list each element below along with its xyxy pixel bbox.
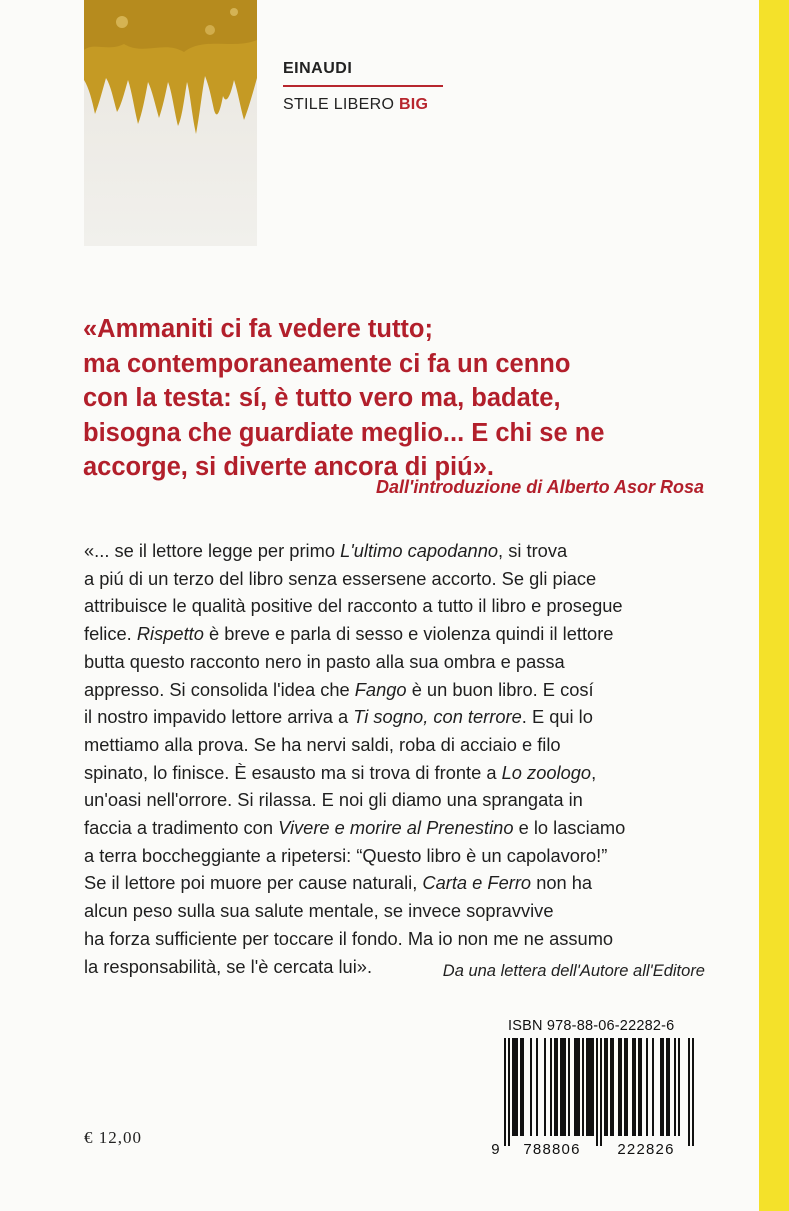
barcode-bar — [554, 1038, 556, 1136]
barcode-bar — [508, 1038, 510, 1146]
barcode-bar — [646, 1038, 648, 1136]
barcode-bar — [652, 1038, 654, 1136]
barcode-bar — [512, 1038, 514, 1136]
barcode-bar — [536, 1038, 538, 1136]
excerpt-line — [84, 842, 704, 870]
excerpt-text: a terra boccheggiante a ripetersi: “Questo libro è un capolavoro!” — [84, 844, 608, 866]
barcode-bar — [544, 1038, 546, 1136]
excerpt-text: a piú di un terzo del libro senza essersene accorto. Se gli piace — [84, 567, 597, 589]
barcode-bar — [574, 1038, 576, 1136]
quote-line: bisogna che guardiate meglio... E chi se ne — [83, 418, 605, 447]
book-title-italic: L'ultimo capodanno — [340, 540, 499, 561]
excerpt-text: faccia a tradimento con — [84, 817, 279, 839]
barcode-bar — [520, 1038, 522, 1136]
excerpt-line — [84, 869, 704, 897]
barcode-bar — [504, 1038, 506, 1146]
brand-divider — [283, 85, 443, 87]
excerpt-text: , si trova — [498, 540, 568, 561]
barcode-bar — [586, 1038, 588, 1136]
excerpt-line — [84, 537, 704, 565]
excerpt-text: . E qui lo — [521, 706, 593, 728]
barcode-bar — [588, 1038, 590, 1136]
excerpt-text: non ha — [531, 872, 593, 894]
excerpt-text: spinato, lo finisce. È esausto ma si trova di fronte a — [84, 761, 502, 783]
series-name — [283, 96, 443, 114]
barcode-bar — [606, 1038, 608, 1136]
excerpt-text: appresso. Si consolida l'idea che — [84, 678, 355, 700]
excerpt-text: butta questo racconto nero in pasto alla sua ombra e passa — [84, 650, 565, 672]
barcode-bar — [618, 1038, 620, 1136]
barcode-bar — [634, 1038, 636, 1136]
barcode-bar — [662, 1038, 664, 1136]
barcode-bar — [564, 1038, 566, 1136]
barcode — [491, 1038, 701, 1158]
excerpt-line — [84, 565, 704, 593]
series-suffix: BIG — [398, 96, 429, 113]
excerpt-line — [84, 620, 704, 648]
excerpt-line — [84, 731, 704, 759]
barcode-bar — [590, 1038, 592, 1136]
publisher-brand — [283, 60, 443, 114]
excerpt-line — [84, 648, 704, 676]
excerpt-attribution: Da una lettera dell'Autore all'Editore — [442, 962, 705, 980]
barcode-bar — [620, 1038, 622, 1136]
barcode-bar — [678, 1038, 680, 1136]
excerpt-text: , — [591, 761, 597, 783]
barcode-bar — [578, 1038, 580, 1136]
barcode-bar — [638, 1038, 640, 1136]
barcode-bar — [624, 1038, 626, 1136]
barcode-bar — [626, 1038, 628, 1136]
barcode-bar — [592, 1038, 594, 1136]
quote-line: ma contemporaneamente ci fa un cenno — [83, 349, 571, 378]
barcode-bar — [692, 1038, 694, 1146]
barcode-bar — [516, 1038, 518, 1136]
excerpt-text: è breve e parla di sesso e violenza quindi il lettore — [203, 623, 614, 645]
book-title-italic: Lo zoologo — [501, 761, 592, 783]
price: € 12,00 — [84, 1128, 142, 1147]
barcode-bar — [600, 1038, 602, 1146]
barcode-bar — [612, 1038, 614, 1136]
excerpt-text: mettiamo alla prova. Se ha nervi saldi, roba di acciaio e filo — [84, 733, 561, 755]
barcode-bar — [514, 1038, 516, 1136]
quote-attribution: Dall'introduzione di Alberto Asor Rosa — [376, 477, 704, 497]
excerpt-text: attribuisce le qualità positive del racconto a tutto il libro e prosegue — [84, 595, 623, 617]
quote-line: «Ammaniti ci fa vedere tutto; — [83, 315, 433, 343]
excerpt-line — [84, 897, 704, 925]
author-letter-excerpt — [84, 537, 704, 980]
quote-line: con la testa: sí, è tutto vero ma, badate, — [83, 384, 561, 412]
book-title-italic: Fango — [354, 678, 407, 700]
spine-edge-strip — [759, 0, 789, 1211]
excerpt-text: la responsabilità, se l'è cercata lui». — [84, 955, 373, 977]
barcode-bar — [640, 1038, 642, 1136]
excerpt-text: il nostro impavido lettore arriva a — [84, 706, 354, 728]
quote-line: accorge, si diverte ancora di piú». — [83, 453, 494, 481]
barcode-bar — [582, 1038, 584, 1136]
barcode-bar — [666, 1038, 668, 1136]
barcode-bar — [610, 1038, 612, 1136]
isbn-label: ISBN 978-88-06-22282-6 — [508, 1018, 675, 1034]
excerpt-text: felice. — [84, 623, 137, 645]
barcode-bar — [556, 1038, 558, 1136]
book-title-italic: Rispetto — [136, 623, 204, 645]
barcode-bar — [604, 1038, 606, 1136]
excerpt-line — [84, 703, 704, 731]
barcode-bar — [688, 1038, 690, 1146]
excerpt-text: e lo lasciamo — [513, 817, 626, 839]
book-title-italic: Carta e Ferro — [422, 872, 532, 894]
barcode-digits-right: 222826 — [617, 1141, 675, 1158]
excerpt-line — [84, 676, 704, 704]
barcode-bar — [550, 1038, 552, 1136]
excerpt-line — [84, 925, 704, 953]
barcode-bar — [674, 1038, 676, 1136]
barcode-bar — [632, 1038, 634, 1136]
barcode-bar — [530, 1038, 532, 1136]
drip-artwork — [84, 0, 257, 246]
excerpt-line — [84, 814, 704, 842]
excerpt-line — [84, 786, 704, 814]
excerpt-text: Se il lettore poi muore per cause naturali, — [84, 872, 423, 894]
barcode-bar — [660, 1038, 662, 1136]
critic-quote — [83, 312, 713, 485]
barcode-bar — [576, 1038, 578, 1136]
excerpt-text: è un buon libro. E cosí — [406, 678, 594, 700]
barcode-bar — [560, 1038, 562, 1136]
barcode-digits-left: 788806 — [523, 1141, 581, 1158]
barcode-bar — [596, 1038, 598, 1146]
barcode-digit-lead: 9 — [491, 1141, 501, 1158]
excerpt-text: ha forza sufficiente per toccare il fondo. Ma io non me ne assumo — [84, 927, 614, 949]
excerpt-text: «... se il lettore legge per primo — [84, 540, 341, 561]
book-title-italic: Vivere e morire al Prenestino — [278, 817, 514, 839]
excerpt-line — [84, 759, 704, 787]
excerpt-text: alcun peso sulla sua salute mentale, se invece sopravvive — [84, 900, 554, 922]
barcode-bar — [568, 1038, 570, 1136]
publisher-name: EINAUDI — [283, 60, 353, 77]
excerpt-text: un'oasi nell'orrore. Si rilassa. E noi gli diamo una sprangata in — [84, 789, 583, 811]
barcode-bar — [522, 1038, 524, 1136]
cover-artwork-thumbnail — [84, 0, 257, 246]
barcode-bar — [668, 1038, 670, 1136]
barcode-bar — [562, 1038, 564, 1136]
series-prefix: STILE LIBERO — [283, 96, 395, 113]
book-title-italic: Ti sogno, con terrore — [353, 706, 522, 728]
excerpt-line — [84, 592, 704, 620]
